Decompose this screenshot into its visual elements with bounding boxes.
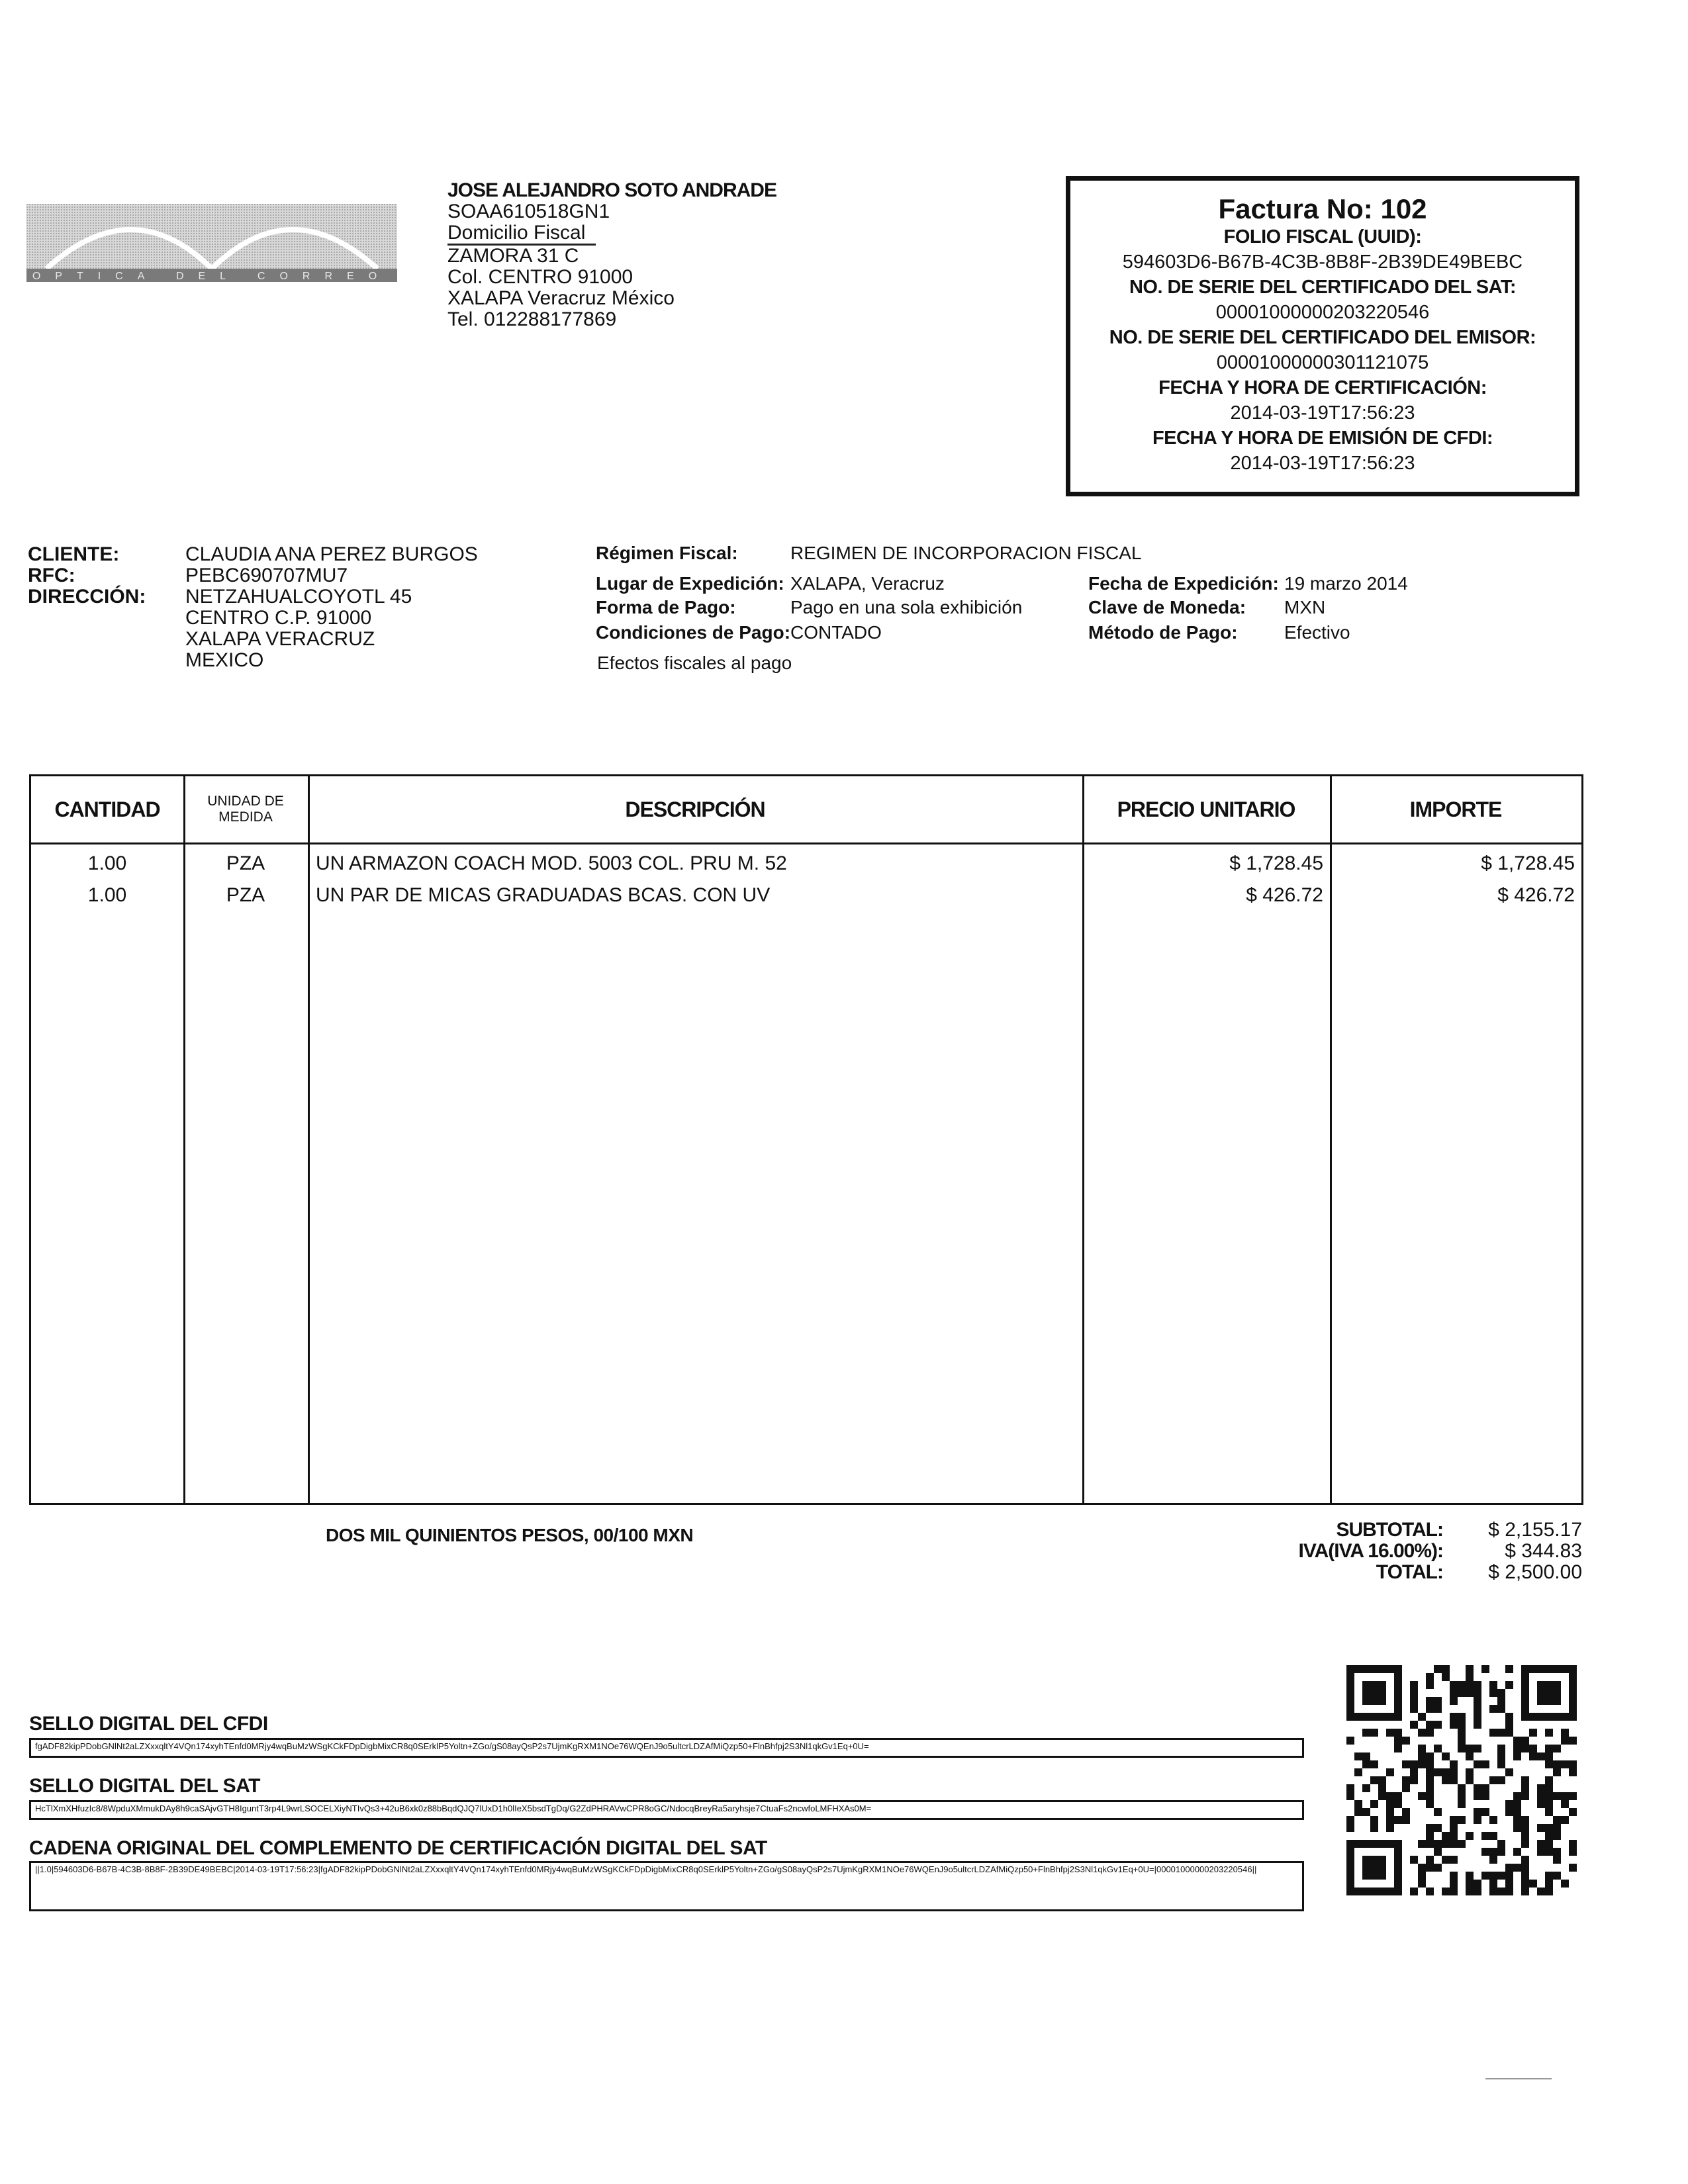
rfc-label: RFC: — [28, 565, 75, 586]
total-label: TOTAL: — [1376, 1561, 1443, 1583]
header-importe: IMPORTE — [1409, 797, 1502, 821]
lugar-value: XALAPA, Veracruz — [790, 573, 945, 594]
emision-date-label: FECHA Y HORA DE EMISIÓN DE CFDI: — [1152, 428, 1493, 449]
qr-code — [1346, 1665, 1577, 1895]
moneda-value: MXN — [1284, 597, 1326, 617]
client-name: CLAUDIA ANA PEREZ BURGOS — [185, 543, 478, 565]
issuer-rfc: SOAA610518GN1 — [447, 201, 610, 222]
cell-importe: $ 1,728.45 — [1481, 852, 1575, 874]
logo-text: OPTICA DEL CORREO — [32, 271, 392, 282]
regimen-value: REGIMEN DE INCORPORACION FISCAL — [790, 543, 1142, 563]
moneda-label: Clave de Moneda: — [1088, 597, 1246, 617]
uuid-label: FOLIO FISCAL (UUID): — [1223, 226, 1422, 248]
invoice-header-box — [1066, 176, 1579, 496]
cell-importe: $ 426.72 — [1497, 884, 1575, 906]
forma-label: Forma de Pago: — [596, 597, 736, 617]
issuer-colonia: Col. CENTRO 91000 — [447, 266, 633, 288]
cliente-label: CLIENTE: — [28, 543, 120, 565]
sello-sat-label: SELLO DIGITAL DEL SAT — [29, 1775, 260, 1797]
emisor-cert-label: NO. DE SERIE DEL CERTIFICADO DEL EMISOR: — [1109, 327, 1536, 348]
emisor-cert-value: 00001000000301121075 — [1216, 352, 1429, 373]
sat-cert-label: NO. DE SERIE DEL CERTIFICADO DEL SAT: — [1129, 277, 1517, 298]
header-unidad-line1: UNIDAD DE — [207, 794, 284, 809]
cadena-label: CADENA ORIGINAL DEL COMPLEMENTO DE CERTIFICACIÓN DIGITAL DEL SAT — [29, 1837, 767, 1859]
items-table — [29, 774, 1583, 1505]
header-unidad — [183, 776, 308, 842]
header-unidad-line2: MEDIDA — [218, 809, 273, 825]
qr-code-icon — [1346, 1665, 1577, 1895]
direccion-label: DIRECCIÓN: — [28, 586, 146, 608]
forma-value: Pago en una sola exhibición — [790, 597, 1023, 617]
cell-cantidad: 1.00 — [87, 884, 127, 906]
totals-values — [1456, 1520, 1582, 1583]
client-values — [185, 544, 478, 671]
condiciones-label: Condiciones de Pago: — [596, 622, 791, 643]
cell-cantidad: 1.00 — [87, 852, 127, 874]
company-logo — [26, 204, 397, 290]
fecha-value: 19 marzo 2014 — [1284, 573, 1408, 594]
cert-date-label: FECHA Y HORA DE CERTIFICACIÓN: — [1158, 377, 1487, 398]
client-address-1: NETZAHUALCOYOTL 45 — [185, 586, 412, 608]
sat-cert-value: 00001000000203220546 — [1215, 302, 1430, 323]
issuer-name: JOSE ALEJANDRO SOTO ANDRADE — [447, 179, 776, 201]
totals-labels — [1192, 1520, 1443, 1583]
subtotal-value: $ 2,155.17 — [1488, 1519, 1582, 1541]
issuer-phone: Tel. 012288177869 — [447, 308, 617, 330]
sello-sat-box: HcTlXmXHfuzIc8/8WpduXMmukDAy8h9caSAjvGTH8IguntT3rp4L9wrLSOCELXiyNTIvQs3+42uB6xk0z88bBqdQJQ7lUxD1h0lIeX5bsdTgDq/G2ZdPHRAVwCPR8oGC/NdocqBreyRa5aryhsje7CtuaFs2ncwfoLMFHXAs0M= — [29, 1800, 1304, 1820]
table-row — [31, 880, 1581, 911]
sello-cfdi-label: SELLO DIGITAL DEL CFDI — [29, 1713, 268, 1735]
optica-logo-icon — [26, 204, 397, 290]
amount-in-words: DOS MIL QUINIENTOS PESOS, 00/100 MXN — [326, 1525, 694, 1545]
cell-unidad: PZA — [226, 884, 265, 906]
cell-precio: $ 1,728.45 — [1229, 852, 1323, 874]
lugar-label: Lugar de Expedición: — [596, 573, 784, 594]
issuer-city: XALAPA Veracruz México — [447, 287, 675, 309]
header-descripcion: DESCRIPCIÓN — [625, 797, 765, 821]
cadena-box: ||1.0|594603D6-B67B-4C3B-8B8F-2B39DE49BEBC|2014-03-19T17:56:23|fgADF82kipPDobGNlNt2aLZXxxqltY4VQn174xyhTEnfd0MRjy4wqBuMzWSgKCkFDpDigbMixCR8q0SErklP5Yoltn+ZGo/gS08ayQsP2s7UjmKgRXM1NOe76WQEnJ9o5ultcrLDZAfMiQzp50+FlnBhfpj2S3Nl1qkGv1Eq+0U=|00001000000203220546|| — [29, 1861, 1304, 1911]
issuer-street: ZAMORA 31 C — [447, 245, 579, 267]
uuid-value: 594603D6-B67B-4C3B-8B8F-2B39DE49BEBC — [1122, 251, 1523, 273]
total-value: $ 2,500.00 — [1488, 1561, 1582, 1583]
table-row — [31, 848, 1581, 880]
emision-date-value: 2014-03-19T17:56:23 — [1230, 453, 1415, 474]
domicilio-label: Domicilio Fiscal — [447, 222, 596, 246]
invoice-number: Factura No: 102 — [1218, 193, 1427, 224]
client-address-2: CENTRO C.P. 91000 — [185, 607, 372, 629]
header-precio: PRECIO UNITARIO — [1117, 797, 1295, 821]
cert-date-value: 2014-03-19T17:56:23 — [1230, 402, 1415, 424]
issuer-info — [447, 180, 818, 330]
cell-unidad: PZA — [226, 852, 265, 874]
cell-precio: $ 426.72 — [1246, 884, 1323, 906]
header-cantidad: CANTIDAD — [54, 797, 160, 821]
client-address-4: MEXICO — [185, 649, 264, 671]
iva-value: $ 344.83 — [1505, 1540, 1582, 1562]
efectos-note: Efectos fiscales al pago — [597, 653, 792, 673]
client-rfc: PEBC690707MU7 — [185, 565, 348, 586]
regimen-label: Régimen Fiscal: — [596, 543, 738, 563]
condiciones-value: CONTADO — [790, 622, 882, 643]
fecha-label: Fecha de Expedición: — [1088, 573, 1279, 594]
footer-divider — [1485, 2078, 1552, 2079]
iva-label: IVA(IVA 16.00%): — [1298, 1540, 1443, 1562]
cell-descripcion: UN PAR DE MICAS GRADUADAS BCAS. CON UV — [316, 884, 771, 906]
sello-cfdi-box: fgADF82kipPDobGNlNt2aLZXxxqltY4VQn174xyhTEnfd0MRjy4wqBuMzWSgKCkFDpDigbMixCR8q0SErklP5Yoltn+ZGo/gS08ayQsP2s7UjmKgRXM1NOe76WQEnJ9o5ultcrLDZAfMiQzp50+FlnBhfpj2S3Nl1qkGv1Eq+0U= — [29, 1738, 1304, 1758]
cell-descripcion: UN ARMAZON COACH MOD. 5003 COL. PRU M. 52 — [316, 852, 787, 874]
metodo-label: Método de Pago: — [1088, 622, 1238, 643]
client-labels — [28, 544, 146, 608]
metodo-value: Efectivo — [1284, 622, 1350, 643]
subtotal-label: SUBTOTAL: — [1336, 1519, 1443, 1541]
client-address-3: XALAPA VERACRUZ — [185, 628, 375, 650]
